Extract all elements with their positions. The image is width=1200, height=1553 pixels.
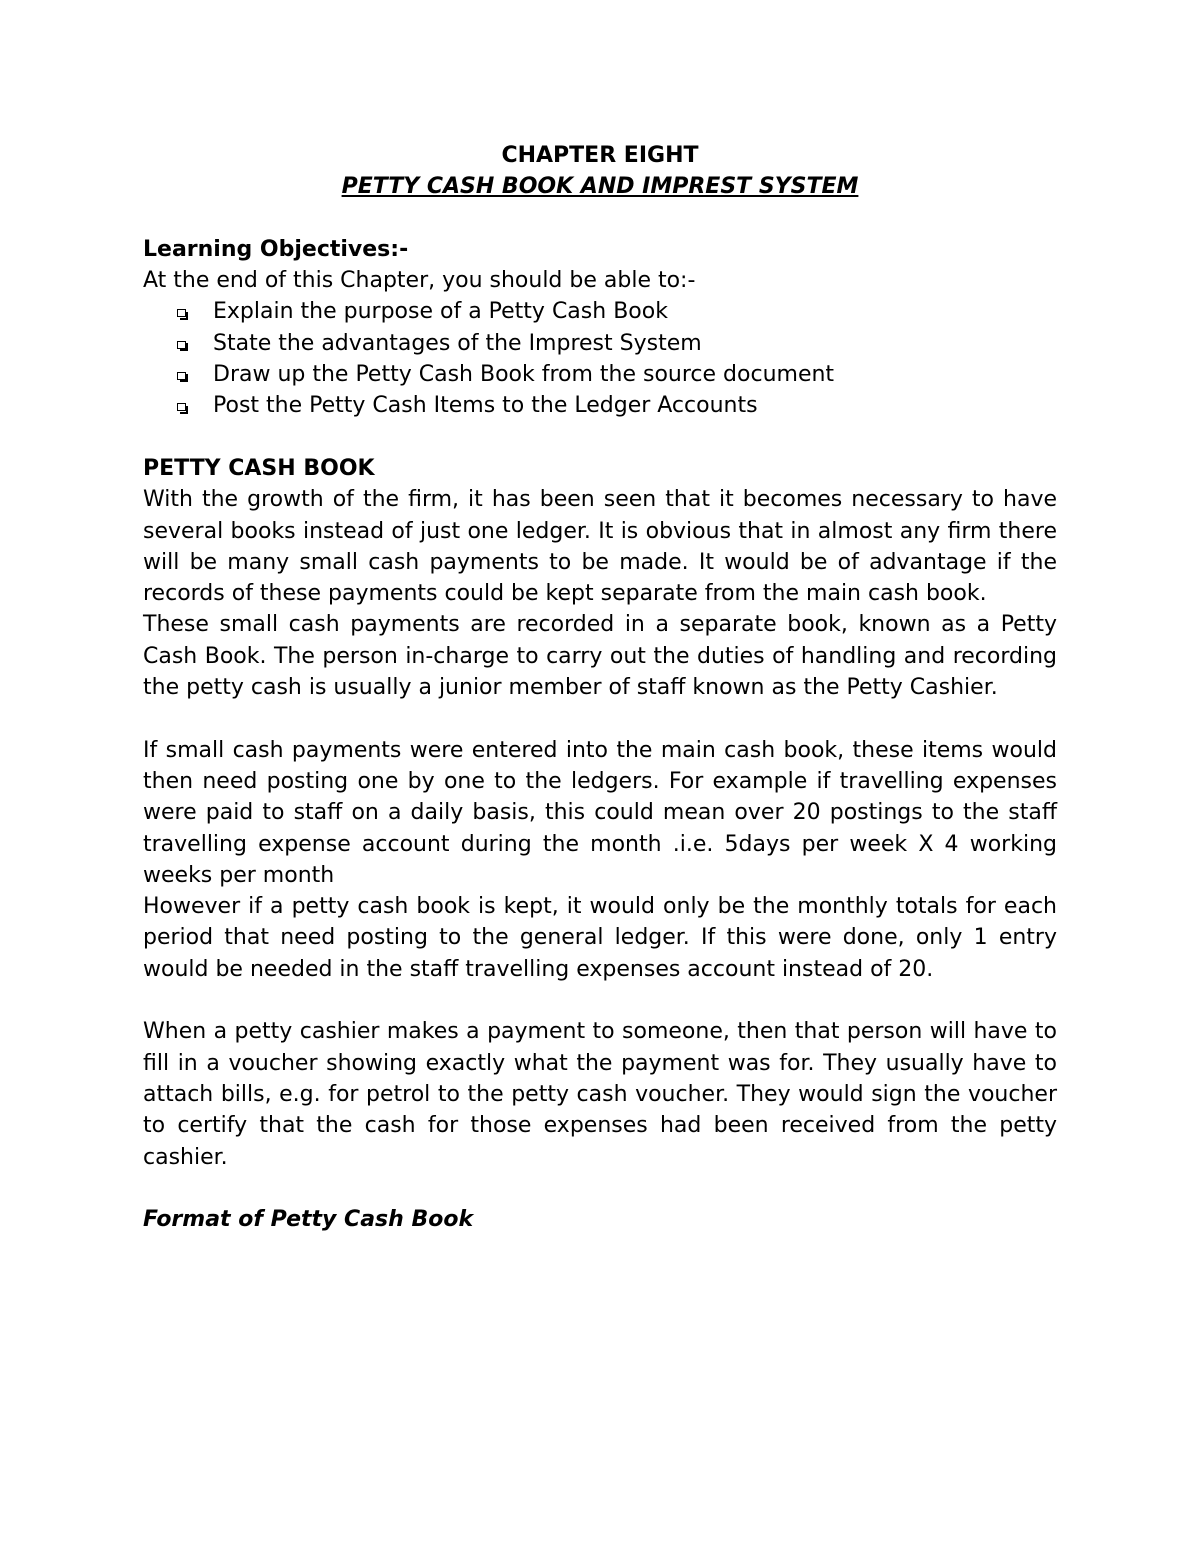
paragraph: When a petty cashier makes a payment to someone, then that person will have to fill in a voucher showing exactly what the payment was for. They usually have to attach bills, e.g. for petrol to the petty cash voucher. They would sign the voucher to certify that the cash for those expenses had been received from the petty cashier. — [143, 1019, 1057, 1170]
spacer — [143, 703, 1057, 734]
list-item — [177, 359, 1057, 390]
hollow-square-bullet-icon — [177, 309, 186, 317]
objective-text: Post the Petty Cash Items to the Ledger Accounts — [213, 393, 758, 419]
spacer — [143, 985, 1057, 1016]
learning-objectives-heading: Learning Objectives:- — [143, 236, 409, 262]
chapter-title: PETTY CASH BOOK AND IMPREST SYSTEM — [341, 174, 859, 200]
objectives-intro: At the end of this Chapter, you should be able to:- — [143, 268, 696, 294]
petty-cash-book-heading: PETTY CASH BOOK — [143, 455, 375, 481]
paragraph: However if a petty cash book is kept, it would only be the monthly totals for each period that need posting to the general ledger. If this were done, only 1 entry would be needed in the staff travelling expenses account instead of 20. — [143, 894, 1057, 982]
objective-text: State the advantages of the Imprest System — [213, 330, 702, 356]
list-item — [177, 296, 1057, 327]
chapter-number: CHAPTER EIGHT — [501, 143, 699, 168]
spacer — [143, 422, 1057, 453]
spacer — [143, 203, 1057, 234]
spacer — [143, 1173, 1057, 1204]
objectives-list — [143, 296, 1057, 421]
paragraph: If small cash payments were entered into the main cash book, these items would then need posting one by one to the ledgers. For example if travelling expenses were paid to staff on a daily basis, this could mean over 20 postings to the staff travelling expense account during the month .i.e. 5days per week X 4 working weeks per month — [143, 737, 1057, 888]
paragraph: With the growth of the firm, it has been seen that it becomes necessary to have several books instead of just one ledger. It is obvious that in almost any firm there will be many small cash payments to be made. It would be of advantage if the records of these payments could be kept separate from the main cash book. — [143, 487, 1057, 607]
hollow-square-bullet-icon — [177, 372, 186, 380]
list-item — [177, 390, 1057, 421]
objective-text: Draw up the Petty Cash Book from the source document — [213, 362, 835, 388]
objective-text: Explain the purpose of a Petty Cash Book — [213, 299, 668, 325]
paragraph: These small cash payments are recorded in a separate book, known as a Petty Cash Book. The person in-charge to carry out the duties of handling and recording the petty cash is usually a junior member of staff known as the Petty Cashier. — [143, 612, 1057, 701]
list-item — [177, 328, 1057, 359]
document-page — [143, 140, 1057, 1235]
format-heading: Format of Petty Cash Book — [143, 1207, 474, 1233]
hollow-square-bullet-icon — [177, 403, 186, 411]
hollow-square-bullet-icon — [177, 341, 186, 349]
